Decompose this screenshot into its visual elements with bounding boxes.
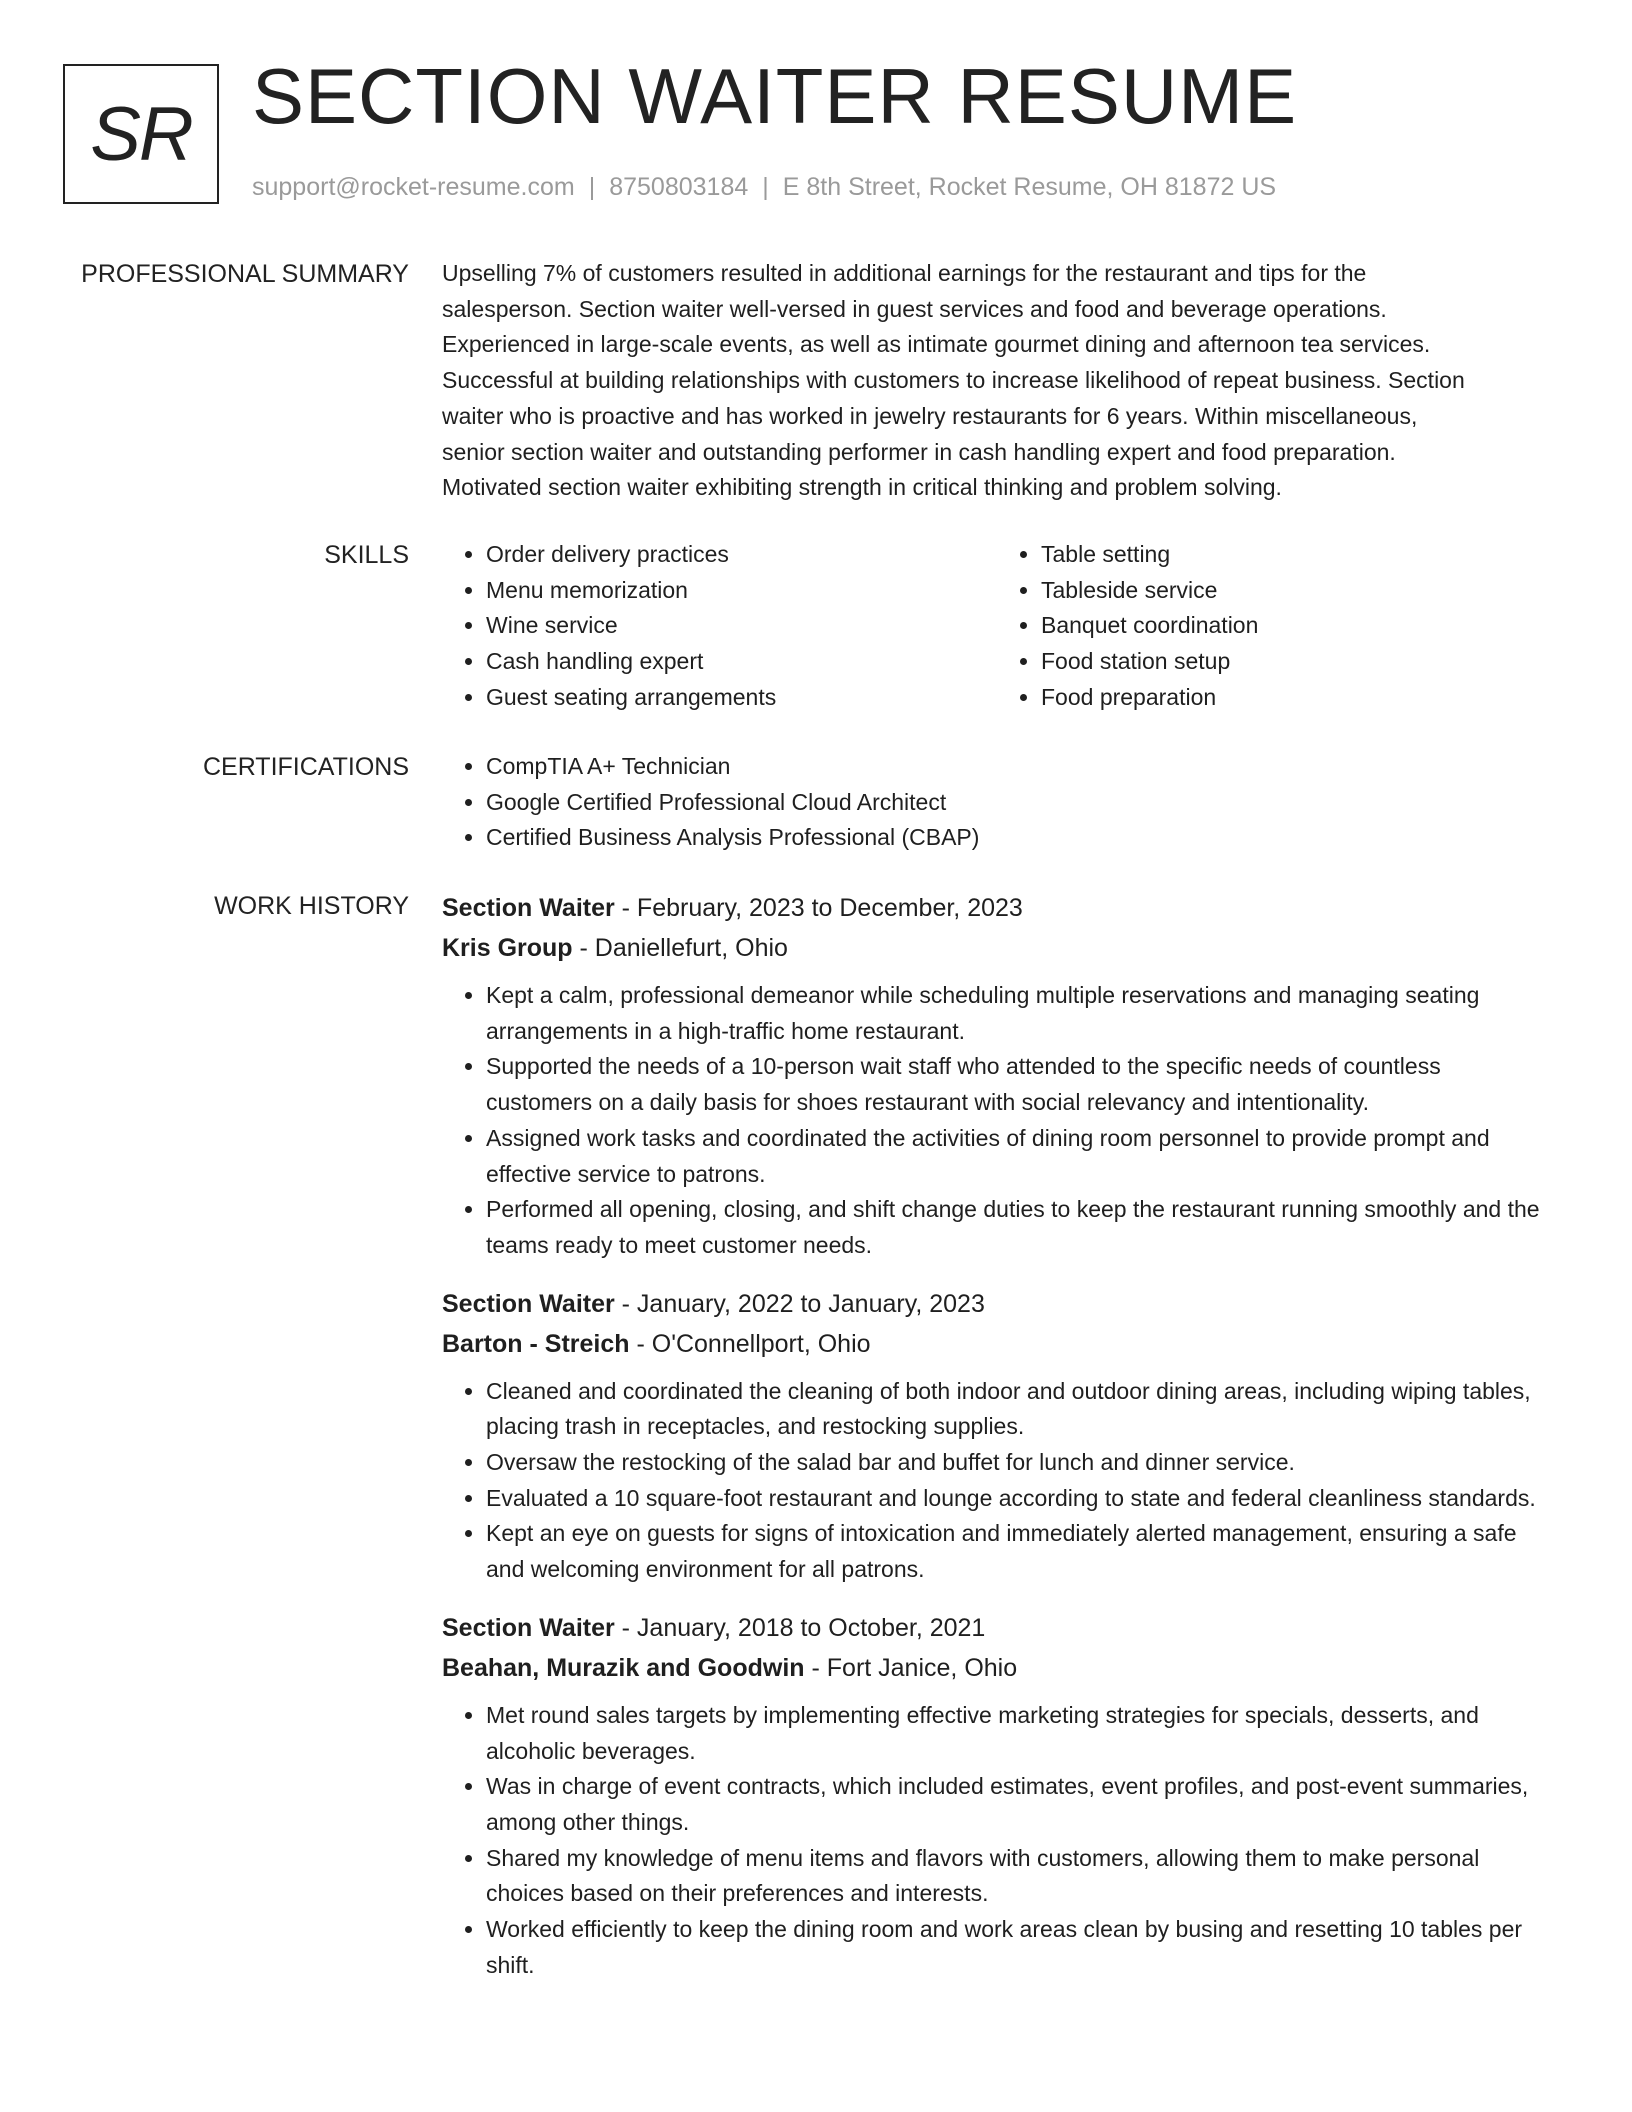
job-dates: - January, 2022 to January, 2023 bbox=[614, 1289, 985, 1318]
job-title-line bbox=[442, 1608, 1552, 1648]
job-duty: • Oversaw the restocking of the salad bar and buffet for lunch and dinner service. bbox=[486, 1445, 1552, 1481]
skills-column-right bbox=[997, 537, 1552, 716]
monogram-logo: SR bbox=[63, 64, 219, 204]
skill-item: • Guest seating arrangements bbox=[486, 680, 997, 716]
job-title-line bbox=[442, 888, 1552, 928]
skill-item: • Table setting bbox=[1041, 537, 1552, 573]
summary-line: Motivated section waiter exhibiting strength in critical thinking and problem solving. bbox=[442, 474, 1282, 501]
summary-heading: PROFESSIONAL SUMMARY bbox=[81, 260, 409, 288]
job-duty: • Cleaned and coordinated the cleaning of both indoor and outdoor dining areas, including wiping tables, placing trash in receptacles, and restocking supplies. bbox=[486, 1374, 1552, 1445]
job-duty: • Met round sales targets by implementing effective marketing strategies for specials, desserts, and alcoholic beverages. bbox=[486, 1698, 1552, 1769]
job-company: Beahan, Murazik and Goodwin bbox=[442, 1653, 805, 1682]
summary-line: salesperson. Section waiter well-versed in guest services and food and beverage operations. bbox=[442, 295, 1387, 322]
summary-text bbox=[442, 256, 1552, 506]
skill-item: • Order delivery practices bbox=[486, 537, 997, 573]
skill-item: • Food preparation bbox=[1041, 680, 1552, 716]
job-duty: • Kept an eye on guests for signs of intoxication and immediately alerted management, ensuring a safe and welcoming environment for all patrons. bbox=[486, 1516, 1552, 1587]
contact-phone[interactable]: 8750803184 bbox=[609, 173, 749, 201]
job-company-line bbox=[442, 1648, 1552, 1688]
skill-item: • Tableside service bbox=[1041, 573, 1552, 609]
certifications-body bbox=[442, 749, 1552, 856]
contact-address: E 8th Street, Rocket Resume, OH 81872 US bbox=[782, 173, 1277, 201]
job-company-line bbox=[442, 1324, 1552, 1364]
job-duty: • Performed all opening, closing, and shift change duties to keep the restaurant running smoothly and the teams ready to meet customer needs. bbox=[486, 1192, 1552, 1263]
job-title: Section Waiter bbox=[442, 894, 615, 922]
job-dates: - January, 2018 to October, 2021 bbox=[614, 1613, 986, 1642]
skill-item: • Menu memorization bbox=[486, 573, 997, 609]
skills-column-left bbox=[442, 537, 997, 716]
job-entry bbox=[442, 888, 1552, 1264]
job-duty: • Supported the needs of a 10-person wait staff who attended to the specific needs of countless customers on a daily basis for shoes restaurant with social relevancy and intentionality. bbox=[486, 1049, 1552, 1120]
job-entry bbox=[442, 1284, 1552, 1588]
job-duties-list bbox=[442, 1698, 1552, 1984]
certification-item: • Google Certified Professional Cloud Architect bbox=[486, 785, 1552, 821]
contact-separator: | bbox=[762, 173, 769, 201]
certification-item: • Certified Business Analysis Professional (CBAP) bbox=[486, 820, 1552, 856]
summary-line: Successful at building relationships with customers to increase likelihood of repeat business. Section bbox=[442, 367, 1465, 394]
job-duty: • Worked efficiently to keep the dining room and work areas clean by busing and resetting 10 tables per shift. bbox=[486, 1912, 1552, 1983]
contact-separator: | bbox=[588, 173, 596, 201]
resume-title: SECTION WAITER RESUME bbox=[252, 52, 1298, 140]
skill-item: • Banquet coordination bbox=[1041, 608, 1552, 644]
skill-item: • Cash handling expert bbox=[486, 644, 997, 680]
skill-item: • Wine service bbox=[486, 608, 997, 644]
contact-line bbox=[252, 173, 1276, 202]
work-history-heading: WORK HISTORY bbox=[214, 892, 409, 920]
job-duties-list bbox=[442, 978, 1552, 1264]
job-company: Kris Group bbox=[442, 934, 573, 962]
skills-list bbox=[442, 537, 1552, 716]
skills-heading: SKILLS bbox=[324, 541, 409, 569]
job-location: - O'Connellport, Ohio bbox=[629, 1329, 871, 1358]
job-duty: • Evaluated a 10 square-foot restaurant and lounge according to state and federal cleanliness standards. bbox=[486, 1481, 1552, 1517]
summary-body bbox=[442, 256, 1552, 506]
job-dates: - February, 2023 to December, 2023 bbox=[614, 894, 1023, 922]
job-location: - Daniellefurt, Ohio bbox=[572, 934, 788, 962]
job-company-line bbox=[442, 928, 1552, 968]
job-duty: • Was in charge of event contracts, which included estimates, event profiles, and post-event summaries, among other things. bbox=[486, 1769, 1552, 1840]
job-title-line bbox=[442, 1284, 1552, 1324]
certification-item: • CompTIA A+ Technician bbox=[486, 749, 1552, 785]
summary-line: waiter who is proactive and has worked in jewelry restaurants for 6 years. Within miscellaneous, bbox=[442, 402, 1418, 429]
job-title: Section Waiter bbox=[442, 1289, 615, 1318]
work-history-body bbox=[442, 888, 1552, 2003]
summary-line: Experienced in large-scale events, as well as intimate gourmet dining and afternoon tea services. bbox=[442, 331, 1431, 358]
certifications-heading: CERTIFICATIONS bbox=[202, 753, 409, 781]
contact-email[interactable]: support@rocket-resume.com bbox=[252, 173, 575, 201]
skill-item: • Food station setup bbox=[1041, 644, 1552, 680]
job-company: Barton - Streich bbox=[442, 1329, 630, 1358]
job-duties-list bbox=[442, 1374, 1552, 1588]
job-entry bbox=[442, 1608, 1552, 1984]
job-duty: • Assigned work tasks and coordinated the activities of dining room personnel to provide prompt and effective service to patrons. bbox=[486, 1121, 1552, 1192]
job-title: Section Waiter bbox=[442, 1613, 615, 1642]
job-location: - Fort Janice, Ohio bbox=[804, 1653, 1018, 1682]
summary-line: senior section waiter and outstanding performer in cash handling expert and food preparation. bbox=[442, 438, 1396, 465]
summary-line: Upselling 7% of customers resulted in additional earnings for the restaurant and tips for the bbox=[442, 260, 1367, 286]
job-duty: • Shared my knowledge of menu items and flavors with customers, allowing them to make personal choices based on their preferences and interests. bbox=[486, 1841, 1552, 1912]
job-duty: • Kept a calm, professional demeanor while scheduling multiple reservations and managing seating arrangements in a high-traffic home restaurant. bbox=[486, 978, 1552, 1049]
certifications-list bbox=[442, 749, 1552, 856]
